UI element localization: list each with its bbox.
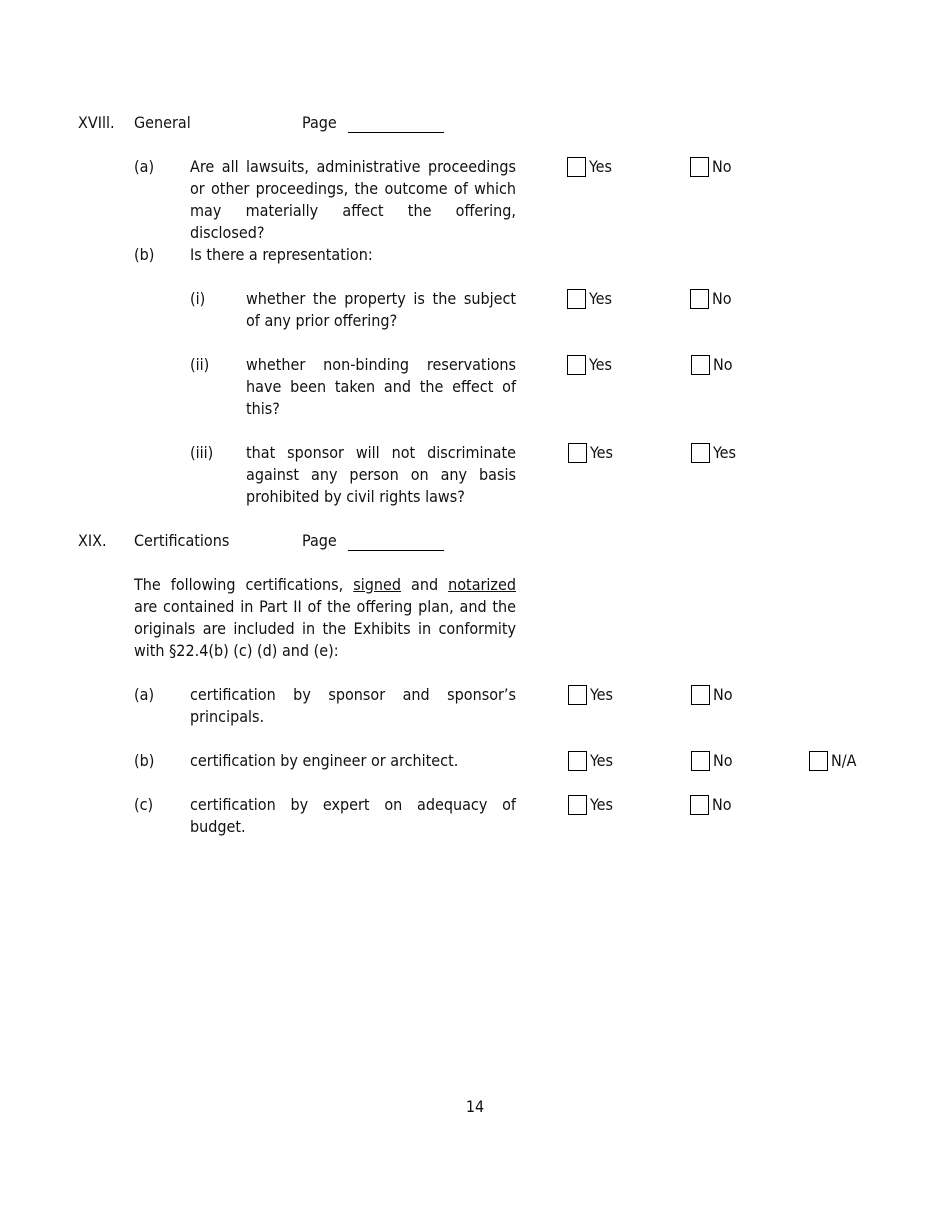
checkbox-square-icon[interactable] bbox=[568, 751, 587, 771]
page-reference-line[interactable] bbox=[348, 532, 444, 551]
checkbox-square-icon[interactable] bbox=[809, 751, 828, 771]
item-label-iii: (iii) bbox=[190, 443, 214, 462]
page-number: 14 bbox=[465, 1097, 485, 1116]
checkbox-square-icon[interactable] bbox=[691, 443, 710, 463]
question-text: Are all lawsuits, administrative proceedings or other proceedings, the outcome of which may materially affect the offering, disclosed? bbox=[190, 157, 516, 242]
checkbox-square-icon[interactable] bbox=[567, 289, 586, 309]
checkbox-yes[interactable]: Yes bbox=[567, 156, 612, 178]
checkbox-yes[interactable]: Yes bbox=[567, 354, 612, 376]
checkbox-yes[interactable]: Yes bbox=[568, 442, 613, 464]
checkbox-no[interactable]: No bbox=[690, 156, 732, 178]
checkbox-square-icon[interactable] bbox=[690, 289, 709, 309]
checkbox-yes[interactable]: Yes bbox=[568, 684, 613, 706]
checkbox-square-icon[interactable] bbox=[691, 751, 710, 771]
page-label: Page bbox=[302, 531, 337, 550]
question-text: Is there a representation: bbox=[190, 245, 373, 264]
question-text: whether non-binding reservations have been taken and the effect of this? bbox=[246, 355, 516, 418]
section-number-xviii: XVIll. bbox=[78, 113, 115, 132]
page-reference-line[interactable] bbox=[348, 114, 444, 133]
item-label-i: (i) bbox=[190, 289, 206, 308]
checkbox-yes[interactable]: Yes bbox=[568, 750, 613, 772]
checkbox-yes[interactable]: Yes bbox=[567, 288, 612, 310]
checkbox-square-icon[interactable] bbox=[568, 443, 587, 463]
question-text: certification by sponsor and sponsor’s principals. bbox=[190, 685, 516, 726]
checkbox-square-icon[interactable] bbox=[690, 795, 709, 815]
section-title-certifications: Certifications bbox=[134, 531, 230, 550]
checkbox-no[interactable]: No bbox=[690, 288, 732, 310]
item-label-c: (c) bbox=[134, 795, 154, 814]
checkbox-na[interactable]: N/A bbox=[809, 750, 856, 772]
item-label-a: (a) bbox=[134, 685, 155, 704]
item-label-b: (b) bbox=[134, 751, 155, 770]
checkbox-square-icon[interactable] bbox=[691, 685, 710, 705]
checkbox-square-icon[interactable] bbox=[567, 355, 586, 375]
checkbox-square-icon[interactable] bbox=[568, 795, 587, 815]
section-number-xix: XIX. bbox=[78, 531, 107, 550]
checkbox-yes-2[interactable]: Yes bbox=[691, 442, 736, 464]
checkbox-square-icon[interactable] bbox=[690, 157, 709, 177]
notarized-text: notarized bbox=[448, 575, 516, 594]
question-text: certification by engineer or architect. bbox=[190, 751, 459, 770]
checkbox-no[interactable]: No bbox=[691, 354, 733, 376]
checkbox-yes[interactable]: Yes bbox=[568, 794, 613, 816]
checkbox-square-icon[interactable] bbox=[691, 355, 710, 375]
item-label-ii: (ii) bbox=[190, 355, 210, 374]
question-text: whether the property is the subject of any prior offering? bbox=[246, 289, 516, 330]
question-text: that sponsor will not discriminate against any person on any basis prohibited by civil rights laws? bbox=[246, 443, 516, 506]
certifications-intro: The following certifications, signed and notarized are contained in Part II of the offering plan, and the originals are included in the Exhibits in conformity with §22.4(b) (c) (d) and (e): bbox=[134, 575, 516, 660]
checkbox-square-icon[interactable] bbox=[567, 157, 586, 177]
checkbox-no[interactable]: No bbox=[691, 684, 733, 706]
checkbox-no[interactable]: No bbox=[691, 750, 733, 772]
section-title-general: General bbox=[134, 113, 191, 132]
item-label-b: (b) bbox=[134, 245, 155, 264]
page-label: Page bbox=[302, 113, 337, 132]
question-text: certification by expert on adequacy of budget. bbox=[190, 795, 516, 836]
signed-text: signed bbox=[353, 575, 402, 594]
item-label-a: (a) bbox=[134, 157, 155, 176]
checkbox-square-icon[interactable] bbox=[568, 685, 587, 705]
checkbox-no[interactable]: No bbox=[690, 794, 732, 816]
